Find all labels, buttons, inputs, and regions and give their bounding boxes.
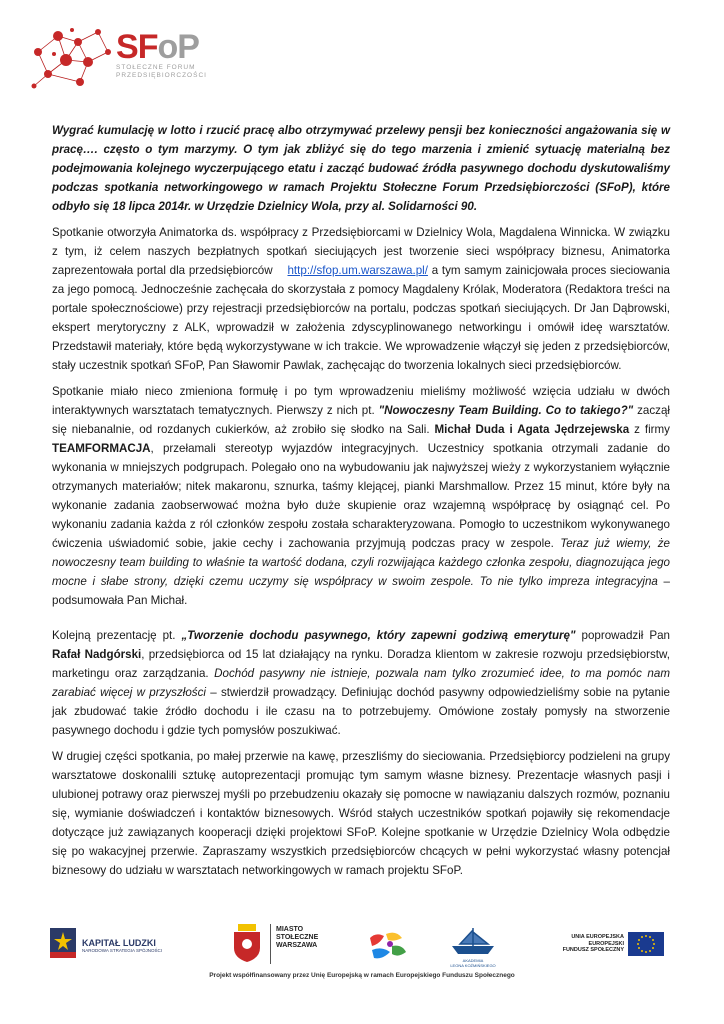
eu-line-1: UNIA EUROPEJSKA xyxy=(571,934,624,940)
ship-icon xyxy=(446,926,500,956)
warsaw-coat-of-arms-icon xyxy=(232,924,262,962)
quote-2: Dochód pasywny nie istnieje, pozwala nam tylko zrozumieć idee, to ma pomóc nam zarabiać więcej w przyszłości xyxy=(52,667,670,699)
firm-name: TEAMFORMACJA xyxy=(52,442,151,455)
presenter-name-2: Rafał Nadgórski xyxy=(52,648,142,661)
warszawa-logo xyxy=(232,924,319,967)
eu-line-2: EUROPEJSKI xyxy=(588,940,624,947)
logo-subtitle-1: STOŁECZNE FORUM xyxy=(116,64,196,71)
msw-line-2: STOŁECZNE xyxy=(276,934,319,941)
workshop-1-title: "Nowoczesny Team Building. Co to takiego?" xyxy=(378,404,634,417)
logo-subtitle-2: PRZEDSIĘBIORCZOŚCI xyxy=(116,72,207,79)
paragraph-1: Spotkanie otworzyła Animatorka ds. współpracy z Przedsiębiorcami w Dzielnicy Wola, Magdalena Winnicka. W związku z tym, iż celem naszych bezpłatnych spotkań sieciujących jest tworzenie sieci współpracy biznesu, Animatorka zaprezentowała portal dla przedsiębiorców http://sfop.um.warszawa.pl/ a tym samym zainicjowała proces sieciowania za jego pomocą. Jednocześnie zachęcała do skorzystała z pomocy Magdaleny Królak, Moderatora (Redaktora treści na portale społecznościowe) przy rejestracji przedsiębiorców na portalu, podczas spotkań sieciujących. Dr Jan Dąbrowski, ekspert merytoryczny z ALK, wprowadził w założenia zdyscyplinowanego networkingu i omówił ideę warsztatów. Przedstawił materiały, które będą wykorzystywane w ich trakcie. We wprowadzenie włączył się jeden z przedsiębiorców, stały uczestnik spotkań SFoP, Pan Sławomir Pawlak, zachęcając do tworzenia lokalnych sieci przedsiębiorców. xyxy=(52,226,670,372)
article-body xyxy=(52,121,670,887)
network-graphic-icon xyxy=(28,22,120,94)
paragraph-3: Kolejną prezentację pt. „Tworzenie dochodu pasywnego, który zapewni godziwą emeryturę" poprowadził Pan Rafał Nadgórski, przedsiębiorca od 15 lat działający na rynku. Doradza klientom w zakresie rozwoju przedsiębiorstw, marketingu oraz zarządzania. Dochód pasywny nie istnieje, pozwala nam tylko zrozumieć idee, to ma pomóc nam zarabiać więcej w przyszłości – stwierdził prowadzący. Definiując dochód pasywny odpowiedzieliśmy sobie na pytanie jak zbudować takie źródło dochodu i ile czasu na to potrzebujemy. Omówione zostały pomysły na stworzenie pasywnego dochodu i gdzie tych pomysłów poszukiwać. xyxy=(52,629,670,737)
logo-wordmark: SFoP STOŁECZNE FORUM PRZEDSIĘBIORCZOŚCI xyxy=(116,28,207,79)
kl-title: KAPITAŁ LUDZKI xyxy=(82,938,156,948)
sfop-logo xyxy=(28,22,228,97)
eu-flag-icon xyxy=(628,932,664,956)
paragraph-4: W drugiej części spotkania, po małej przerwie na kawę, przeszliśmy do sieciowania. Przedsiębiorcy podzieleni na grupy warsztatowe doskonalili sztukę autoprezentacji promując tym samym własne biznesy. Prezentacje własnych pasji i ulubionej potrawy oraz pierwszej myśli po przebudzeniu okazały się pomocne w nawiązaniu dalszych rozmów, poznaniu się, wymianie doświadczeń i kontaktów biznesowych. Wśród stałych uczestników spotkań pojawiły się rekomendacje dotyczące już zawiązanych kooperacji dzięki projektowi SFoP. Kolejne spotkanie w Urzędzie Dzielnicy Wola odbędzie się po wakacyjnej przerwie. Zapraszamy wszystkich przedsiębiorców chcących w pełni wykorzystać własny potencjał biznesowy do udziału w warsztatach networkingowych w ramach projektu SFoP. xyxy=(52,750,670,877)
colorful-logo-icon xyxy=(366,930,410,966)
alk-logo xyxy=(446,926,500,968)
kapital-ludzki-icon xyxy=(50,928,76,958)
article-lead: Wygrać kumulację w lotto i rzucić pracę albo otrzymywać przelewy pensji bez konieczności angażowania się w pracę…. często o tym marzymy. O tym jak zbliżyć się do tego marzenia i zmienić sytuację materialną bez podejmowania kolejnego wyczerpującego etatu i zacząć budować źródła pasywnego dochodu dyskutowaliśmy podczas spotkania networkingowego w ramach Projektu Stołeczne Forum Przedsiębiorczości (SFoP), które odbyło się 18 lipca 2014r. w Urzędzie Dzielnicy Wola, przy al. Solidarności 90. xyxy=(52,124,670,213)
paragraph-2: Spotkanie miało nieco zmieniona formułę i po tym wprowadzeniu mieliśmy możliwość wzięcia udziału w dwóch interaktywnych warsztatach tematycznych. Pierwszy z nich pt. "Nowoczesny Team Building. Co to takiego?" zaczął się niebanalnie, od rozdanych cukierków, aż zrobiło się słodko na Sali. Michał Duda i Agata Jędrzejewska z firmy TEAMFORMACJA, przełamali stereotyp wyjazdów integracyjnych. Uczestnicy spotkania otrzymali zadanie do wykonania w mniejszych podgrupach. Polegało ono na wybudowaniu jak najwyższej wieży z wykorzystaniem wyłącznie otrzymanych materiałów; nitek makaronu, sznurka, taśmy klejącej, pianki Marshmallow. Przez 15 minut, które były na wykonanie zadania zaobserwować można było duże skupienie oraz wzajemną współpracę by osiągnąć cel. Po wykonaniu zadania każda z ról członków zespołu została scharakteryzowana. Pomogło to uczestnikom wykonywanego ćwiczenia uświadomić sobie, jakie cechy i zachowania przyjmują podczas pracy w zespole. Teraz już wiemy, że nowoczesny team building to właśnie ta wartość dodana, czyli rozwijająca każdego członka zespołu, diagnozująca jego mocne i słabe strony, dzięki czemu uczymy się współpracy w swoim zespole. To nie tylko impreza integracyjna – podsumowała Pan Michał. xyxy=(52,385,670,607)
workshop-2-title: „Tworzenie dochodu pasywnego, który zapewni godziwą emeryturę" xyxy=(181,629,576,642)
alk-line-1: AKADEMIA xyxy=(462,958,484,963)
portal-link[interactable]: http://sfop.um.warszawa.pl/ xyxy=(287,264,428,277)
quote-1: Teraz już wiemy, że nowoczesny team building to właśnie ta wartość dodana, czyli rozwijająca każdego członka zespołu, diagnozująca jego mocne i słabe strony, dzięki czemu uczymy się współpracy w swoim zespole. To nie tylko impreza integracyjna xyxy=(52,537,670,588)
eu-line-3: FUNDUSZ SPOŁECZNY xyxy=(562,947,624,953)
alk-line-2: LEONA KOŹMIŃSKIEGO xyxy=(450,963,496,968)
presenter-names: Michał Duda i Agata Jędrzejewska xyxy=(434,423,630,436)
kl-subtitle: NARODOWA STRATEGIA SPÓJNOŚCI xyxy=(82,948,163,953)
msw-line-3: WARSZAWA xyxy=(276,942,318,949)
msw-line-1: MIASTO xyxy=(276,926,304,933)
footer-logos xyxy=(0,920,724,1020)
funding-caption: Projekt współfinansowany przez Unię Europejską w ramach Europejskiego Funduszu Społecznego xyxy=(209,972,515,979)
colorful-logo xyxy=(366,930,410,971)
